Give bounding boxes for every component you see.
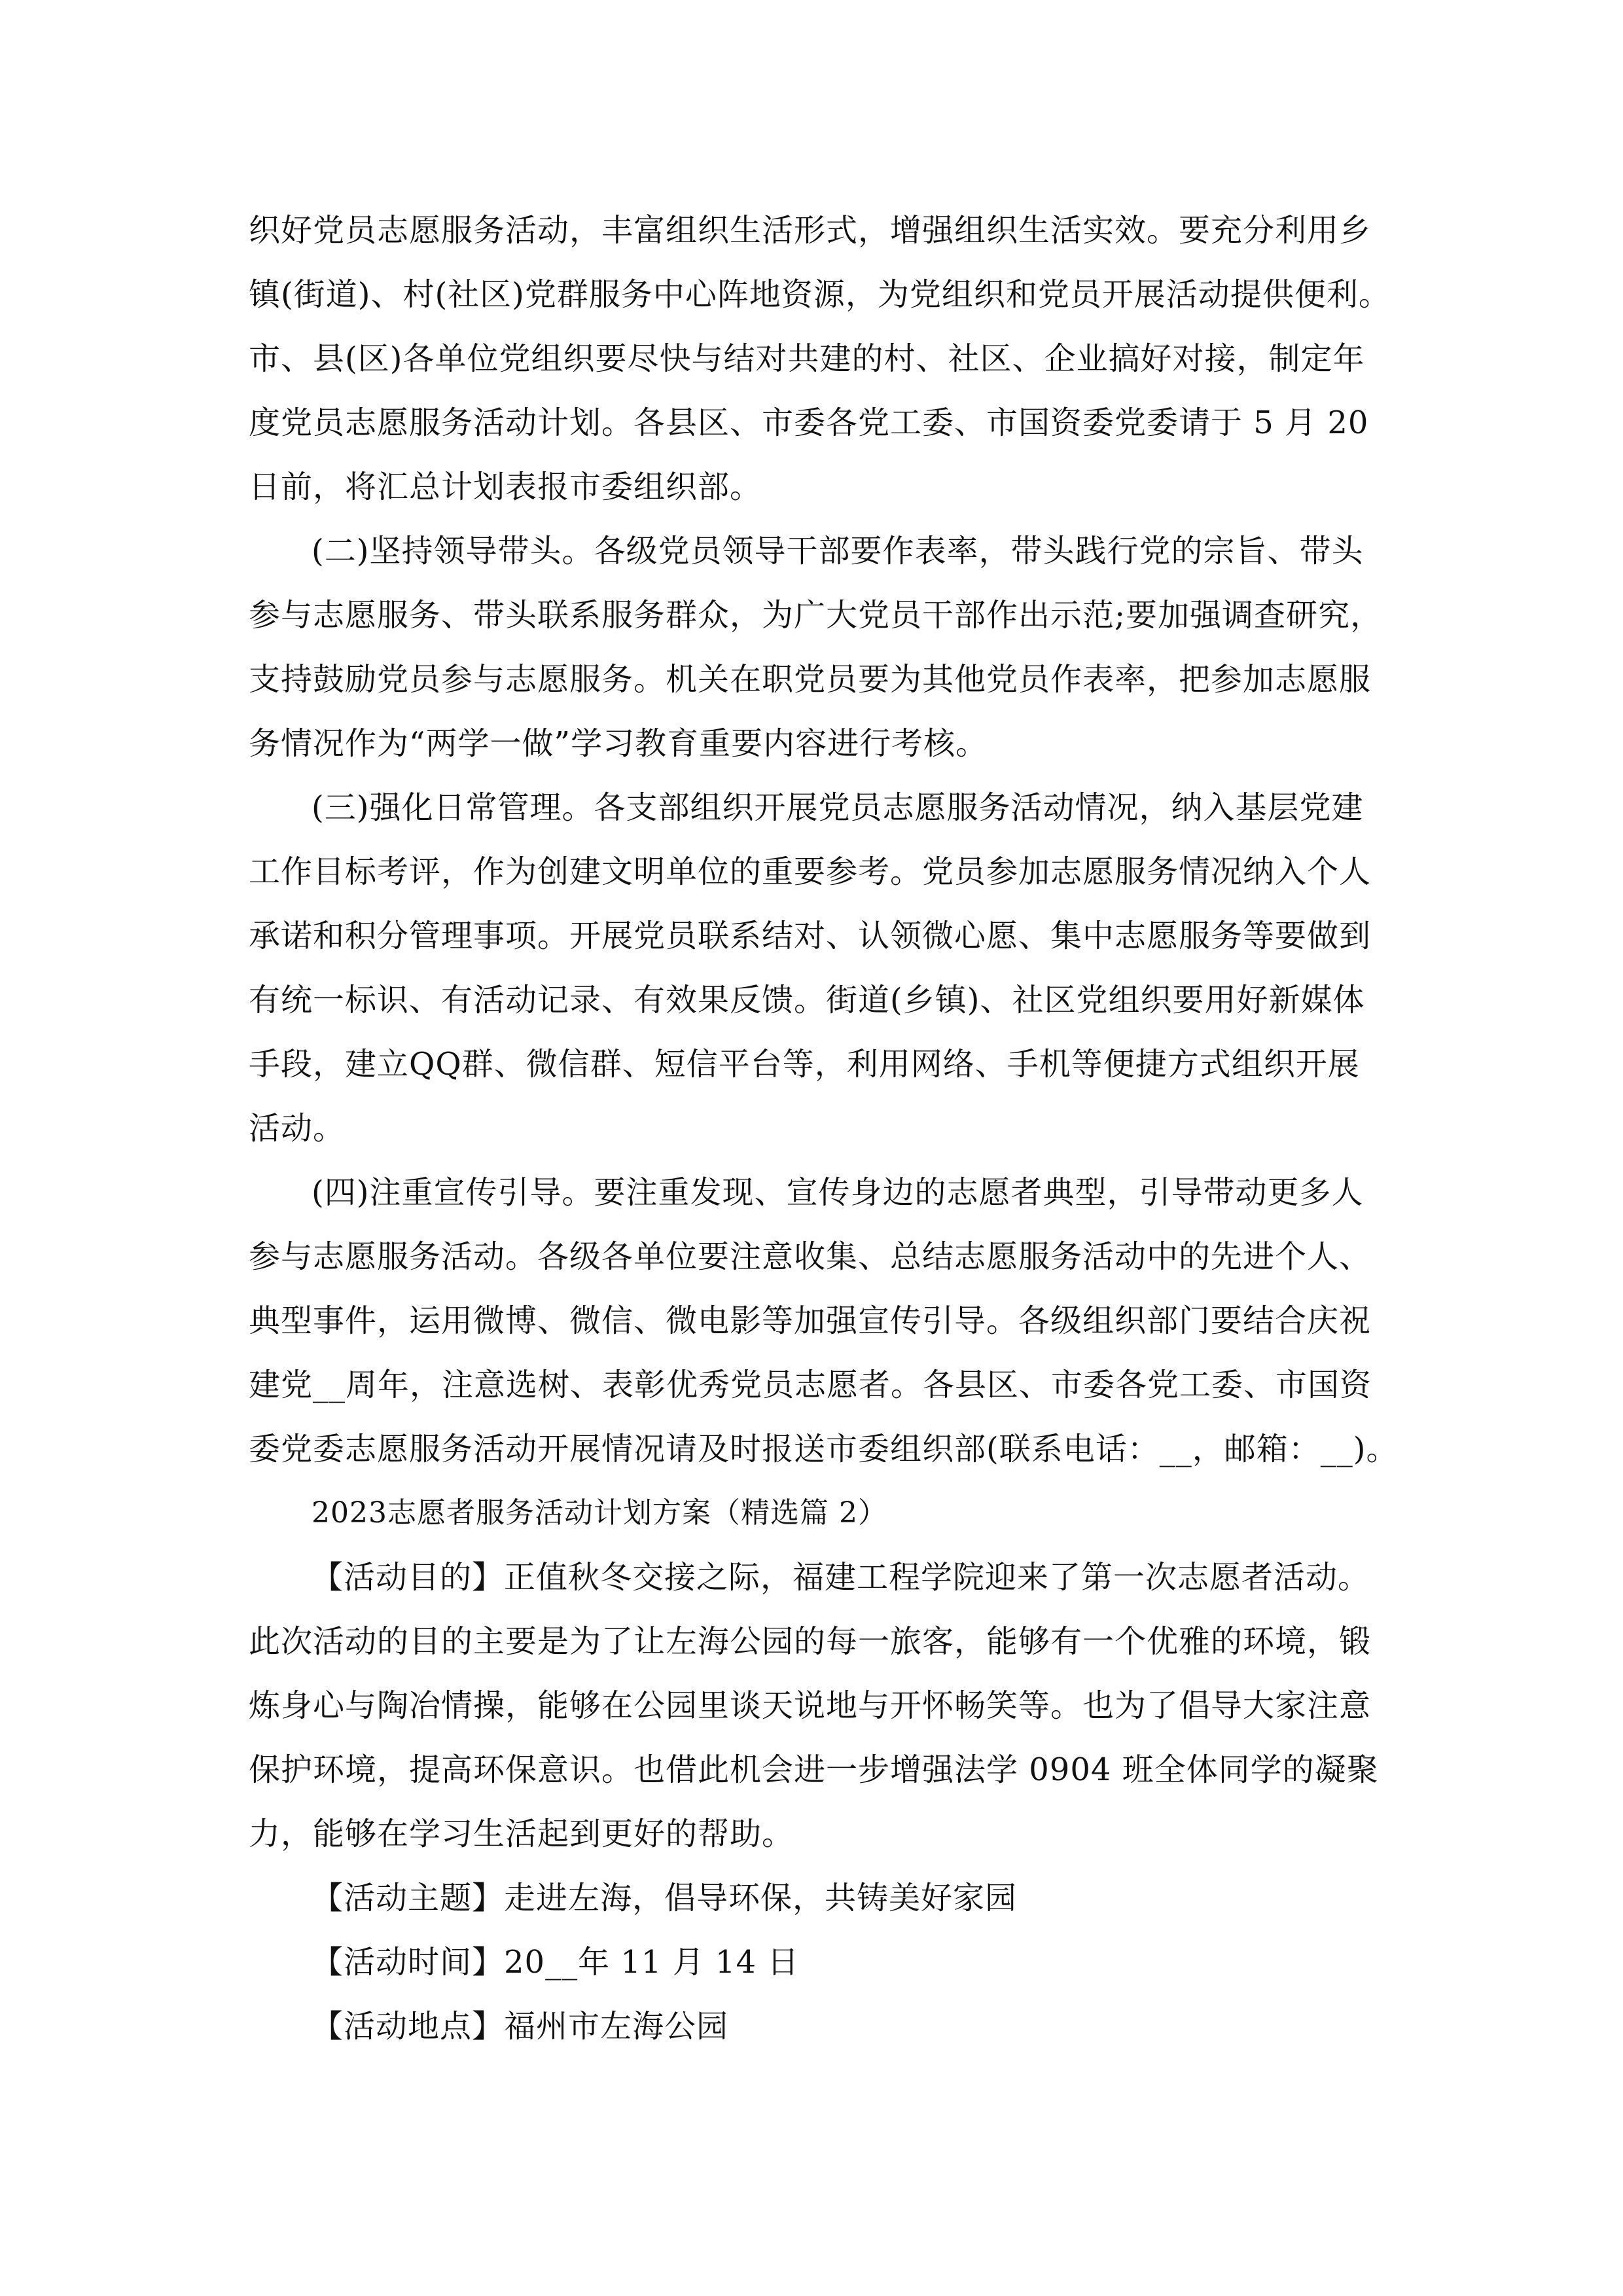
text-line: 此次活动的目的主要是为了让左海公园的每一旅客，能够有一个优雅的环境，锻 (249, 1623, 1372, 1660)
paragraph-start-line: 【活动目的】正值秋冬交接之际，福建工程学院迎来了第一次志愿者活动。 (312, 1559, 1370, 1596)
text-line: 活动。 (249, 1110, 346, 1147)
text-line: 炼身心与陶冶情操，能够在公园里谈天说地与开怀畅笑等。也为了倡导大家注意 (249, 1687, 1372, 1724)
text-line: 参与志愿服务活动。各级各单位要注意收集、总结志愿服务活动中的先进个人、 (249, 1238, 1372, 1275)
text-line: 委党委志愿服务活动开展情况请及时报送市委组织部(联系电话：__，邮箱：__)。 (249, 1431, 1399, 1467)
text-line: 日前，将汇总计划表报市委组织部。 (249, 469, 762, 505)
text-line: 度党员志愿服务活动计划。各县区、市委各党工委、市国资委党委请于 5 月 20 (249, 404, 1369, 441)
text-line: 市、县(区)各单位党组织要尽快与结对共建的村、社区、企业搞好对接，制定年 (249, 340, 1365, 377)
text-line: 保护环境，提高环保意识。也借此机会进一步增强法学 0904 班全体同学的凝聚 (249, 1751, 1379, 1788)
text-line: 务情况作为“两学一做”学习教育重要内容进行考核。 (249, 725, 988, 762)
text-line: 有统一标识、有活动记录、有效果反馈。街道(乡镇)、社区党组织要用好新媒体 (249, 982, 1365, 1018)
text-line: 承诺和积分管理事项。开展党员联系结对、认领微心愿、集中志愿服务等要做到 (249, 918, 1372, 954)
activity-location: 【活动地点】福州市左海公园 (312, 2008, 729, 2045)
activity-time: 【活动时间】20__年 11 月 14 日 (312, 1944, 800, 1981)
text-line: 支持鼓励党员参与志愿服务。机关在职党员要为其他党员作表率，把参加志愿服 (249, 661, 1372, 698)
text-line: 织好党员志愿服务活动，丰富组织生活形式，增强组织生活实效。要充分利用乡 (249, 212, 1372, 249)
text-line: 力，能够在学习生活起到更好的帮助。 (249, 1816, 794, 1852)
activity-theme: 【活动主题】走进左海，倡导环保，共铸美好家园 (312, 1880, 1018, 1916)
text-line: 典型事件，运用微博、微信、微电影等加强宣传引导。各级组织部门要结合庆祝 (249, 1302, 1372, 1339)
section-heading: 2023志愿者服务活动计划方案（精选篇 2） (312, 1496, 887, 1530)
paragraph-start-line: (四)注重宣传引导。要注重发现、宣传身边的志愿者典型，引导带动更多人 (312, 1174, 1364, 1211)
text-line: 工作目标考评，作为创建文明单位的重要参考。党员参加志愿服务情况纳入个人 (249, 853, 1372, 890)
text-line: 镇(街道)、村(社区)党群服务中心阵地资源，为党组织和党员开展活动提供便利。 (249, 276, 1391, 313)
paragraph-start-line: (二)坚持领导带头。各级党员领导干部要作表率，带头践行党的宗旨、带头 (312, 533, 1364, 569)
text-line: 建党__周年，注意选树、表彰优秀党员志愿者。各县区、市委各党工委、市国资 (249, 1367, 1372, 1403)
paragraph-start-line: (三)强化日常管理。各支部组织开展党员志愿服务活动情况，纳入基层党建 (312, 789, 1364, 826)
text-line: 参与志愿服务、带头联系服务群众，为广大党员干部作出示范;要加强调查研究， (249, 597, 1383, 634)
text-line: 手段，建立QQ群、微信群、短信平台等，利用网络、手机等便捷方式组织开展 (249, 1046, 1360, 1083)
